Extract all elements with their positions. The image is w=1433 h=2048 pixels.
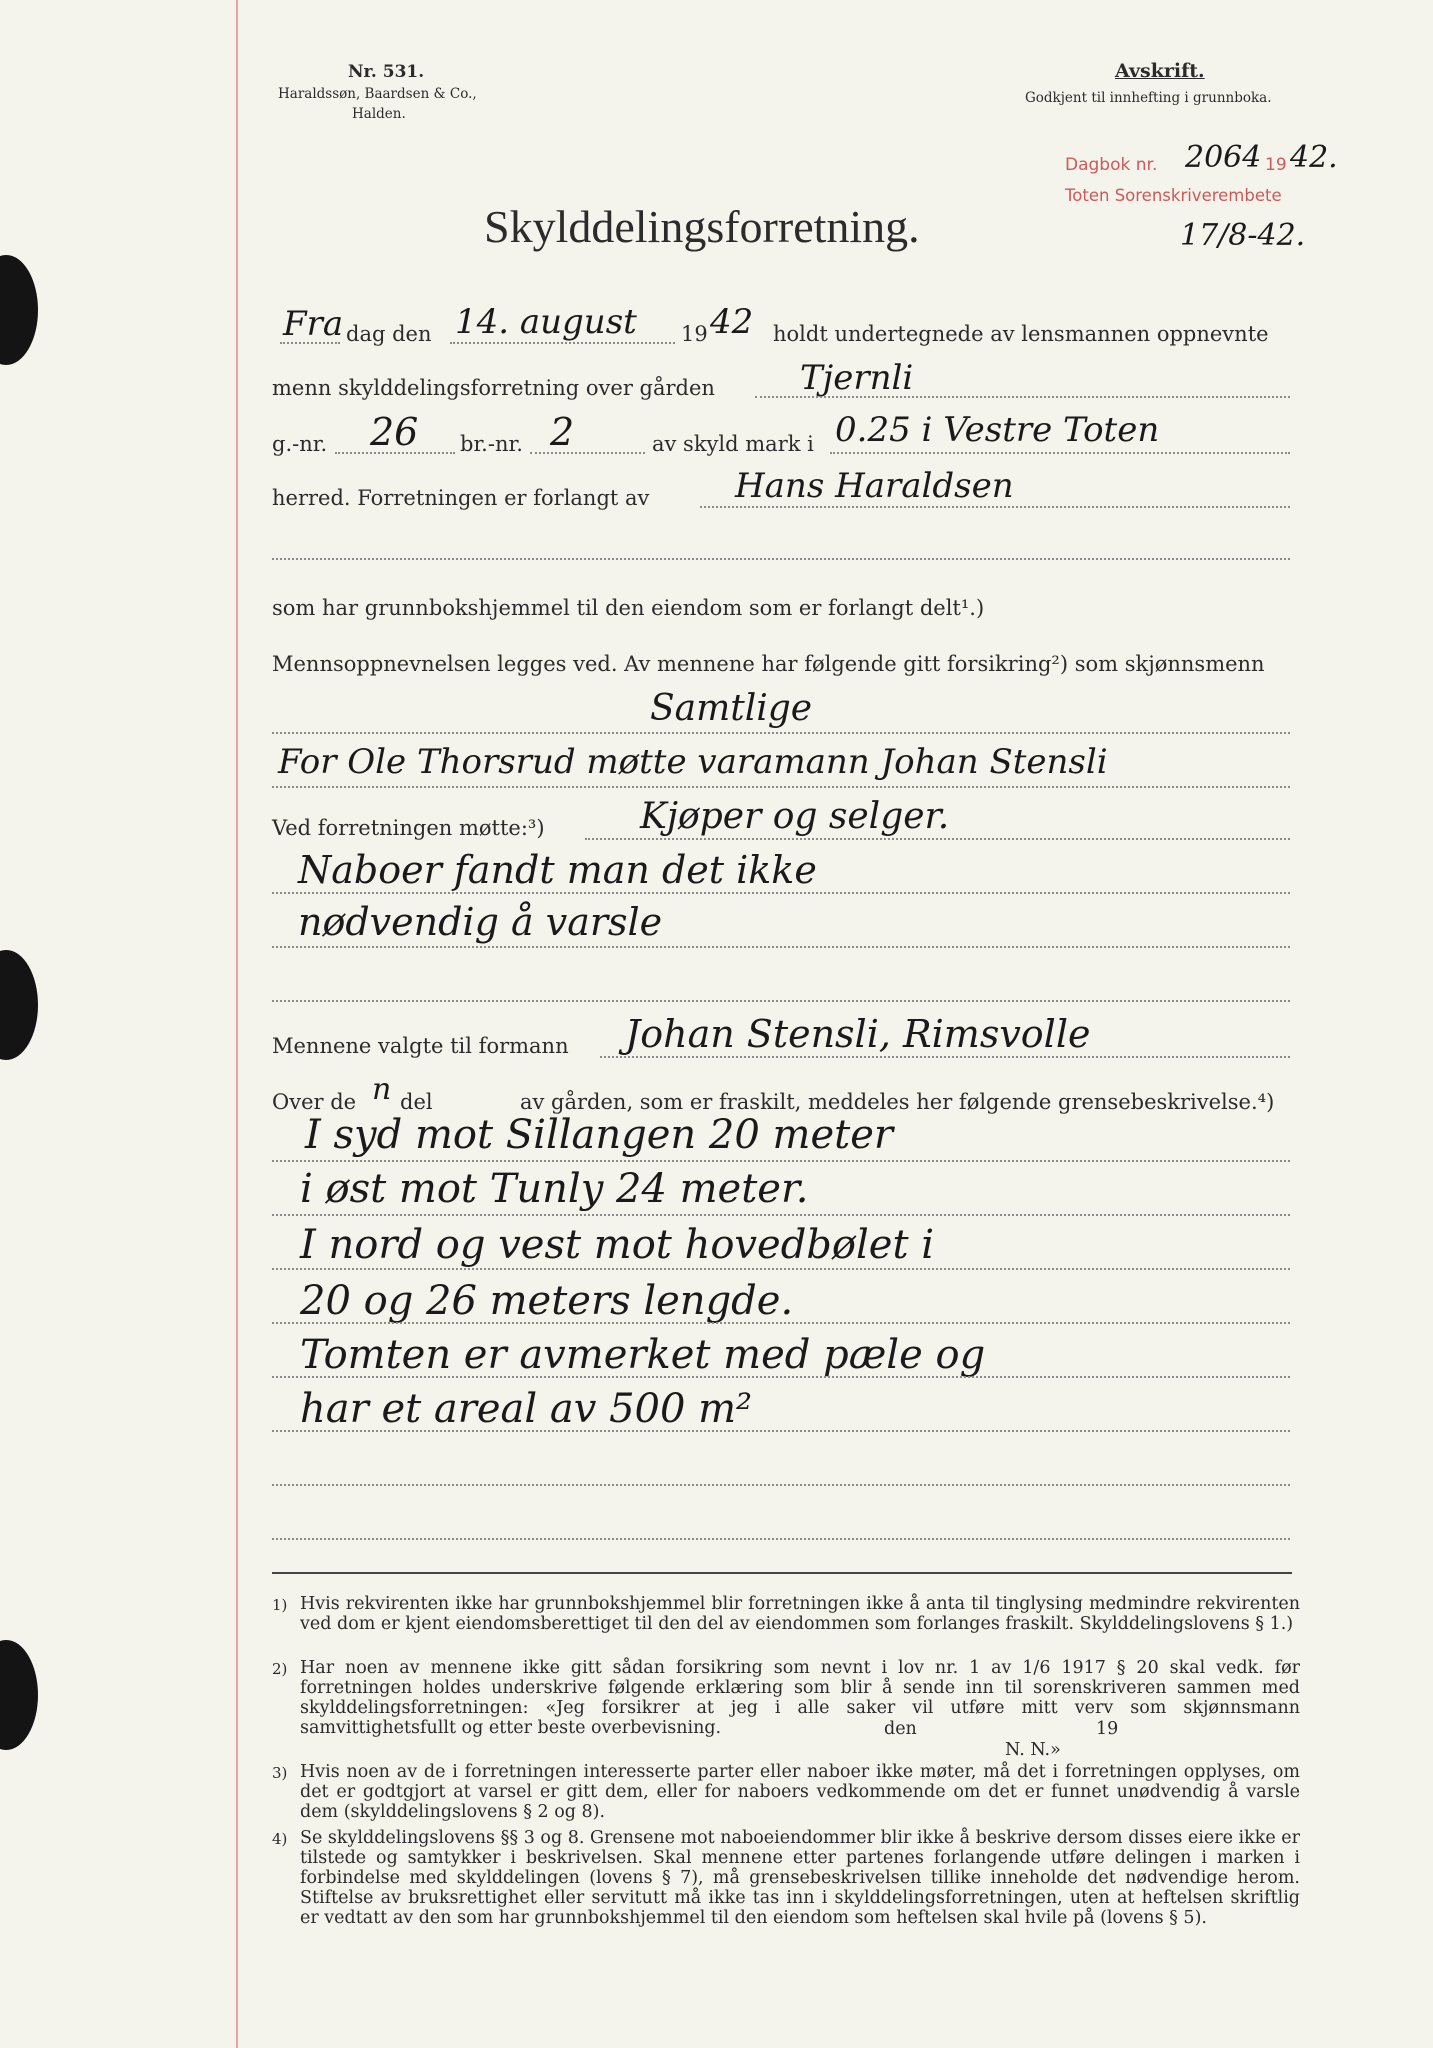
hand-boundary-6: har et areal av 500 m² — [300, 1386, 753, 1432]
page-title: Skylddelingsforretning. — [484, 201, 920, 252]
footnote-4-num: 4) — [272, 1830, 288, 1848]
label-gnr: g.-nr. — [272, 432, 328, 456]
hand-chair: Johan Stensli, Rimsvolle — [625, 1012, 1091, 1056]
stamp-date: 17/8-42. — [1180, 218, 1306, 253]
label-met: Ved forretningen møtte:³) — [272, 816, 545, 840]
hand-neighbors-2: nødvendig å varsle — [298, 900, 663, 944]
hand-requester: Hans Haraldsen — [735, 466, 1014, 506]
hand-boundary-2: i øst mot Tunly 24 meter. — [300, 1166, 809, 1212]
label-del: del — [400, 1090, 433, 1114]
footnote-2-num: 2) — [272, 1660, 288, 1678]
hand-bnr: 2 — [550, 410, 575, 454]
footnote-3: Hvis noen av de i forretningen interesserte parter eller naboer ikke møter, må det i forretningen opplyses, om det er godtgjort at varsel er gitt dem, eller for naboers vedkommende om det er funnet unødvendig å varsle dem (skylddelingslovens § 2 og 8). — [300, 1762, 1300, 1822]
hand-gnr: 26 — [370, 410, 419, 454]
footnote-rule — [272, 1572, 1292, 1574]
label-skyld: av skyld mark i — [652, 432, 814, 456]
label-bnr: br.-nr. — [460, 432, 523, 456]
copy-note: Godkjent til innhefting i grunnboka. — [1025, 90, 1272, 106]
label-over: Over de — [272, 1090, 357, 1114]
footnote-1-num: 1) — [272, 1596, 288, 1614]
margin-rule — [236, 0, 238, 2048]
hand-skyld: 0.25 i Vestre Toten — [835, 410, 1160, 450]
hand-over: n — [372, 1072, 392, 1107]
footnote-2-den: den — [884, 1719, 917, 1739]
footnote-2: Har noen av mennene ikke gitt sådan forsikring som nevnt i lov nr. 1 av 1/6 1917 § 20 skal vedk. før forretningen holdes underskrive følgende erklæring som blir å sende inn til sorenskriveren sammen med skylddelingsforretningen: «Jeg forsikrer at jeg i alle saker vil utføre mitt verv som skjønnsmann samvittighetsfullt og etter beste overbevisning. — [300, 1658, 1300, 1738]
publisher-line1: Haraldssøn, Baardsen & Co., — [278, 86, 477, 102]
stamp-office: Toten Sorenskriverembete — [1065, 186, 1282, 205]
footnote-3-num: 3) — [272, 1764, 288, 1782]
hand-year: 42 — [710, 302, 754, 342]
footnote-4: Se skylddelingslovens §§ 3 og 8. Grensene mot naboeiendommer blir ikke å beskrive dersom disses eiere ikke er tilstede og samtykker i beskrivelsen. Skal mennene etter partenes forlangende utføre delingen i marken i forbindelse med skylddelingen (lovens § 7), må grensebeskrivelsen tillike inneholde det nødvendige herom. Stiftelse av bruksrettighet eller servitutt må ikke tas inn i skylddelingsforretningen, uten at heftelsen skriftlig er vedtatt av den som har grunnbokshjemmel til den eiendom som heftelsen skal hvile på (lovens § 5). — [300, 1828, 1300, 1928]
label-grunnbokshjemmel: som har grunnbokshjemmel til den eiendom som er forlangt delt¹.) — [272, 596, 985, 620]
footnote-1: Hvis rekvirenten ikke har grunnbokshjemmel blir forretningen ikke å anta til tinglysing medmindre rekvirenten ved dom er kjent eiendomsberettiget til den del av eiendommen som forlanges fraskilt. Skylddelingslovens § 1.) — [300, 1594, 1300, 1634]
label-herred: herred. Forretningen er forlangt av — [272, 486, 650, 510]
binder-hole-bottom — [0, 1640, 38, 1750]
hand-farm: Tjernli — [800, 358, 914, 398]
stamp-year-suffix: 42. — [1290, 140, 1338, 175]
hand-neighbors-1: Naboer fandt man det ikke — [298, 848, 817, 892]
stamp-dagbok-number: 2064 — [1185, 140, 1262, 175]
hand-date: 14. august — [455, 302, 637, 342]
label-gaarden: menn skylddelingsforretning over gården — [272, 376, 715, 400]
binder-hole-top — [0, 255, 38, 365]
hand-boundary-3: I nord og vest mot hovedbølet i — [300, 1222, 935, 1268]
footnote-2-sign: N. N.» — [1005, 1740, 1061, 1760]
binder-hole-middle — [0, 950, 38, 1060]
label-grensebeskrivelse: av gården, som er fraskilt, meddeles her følgende grensebeskrivelse.⁴) — [520, 1090, 1275, 1114]
label-year-prefix: 19 — [681, 322, 708, 346]
label-mennsoppnevnelsen: Mennsoppnevnelsen legges ved. Av mennene har følgende gitt forsikring²) som skjønnsmenn — [272, 652, 1265, 676]
label-dag-den: dag den — [346, 322, 432, 346]
hand-boundary-5: Tomten er avmerket med pæle og — [300, 1332, 986, 1378]
stamp-year-prefix: 19 — [1265, 155, 1287, 175]
hand-fra: Fra — [283, 304, 344, 344]
label-holdt: holdt undertegnede av lensmannen oppnevnte — [773, 322, 1269, 346]
form-number: Nr. 531. — [348, 62, 425, 82]
hand-met: Kjøper og selger. — [640, 796, 950, 837]
hand-substitute: For Ole Thorsrud møtte varamann Johan Stensli — [278, 742, 1108, 782]
hand-boundary-1: I syd mot Sillangen 20 meter — [305, 1112, 893, 1158]
footnote-2-year: 19 — [1096, 1719, 1119, 1739]
copy-label: Avskrift. — [1115, 60, 1205, 82]
publisher-line2: Halden. — [352, 106, 406, 122]
hand-boundary-4: 20 og 26 meters lengde. — [300, 1278, 794, 1324]
stamp-dagbok-label: Dagbok nr. — [1065, 155, 1158, 175]
label-chair: Mennene valgte til formann — [272, 1034, 569, 1058]
hand-insured: Samtlige — [650, 688, 813, 729]
